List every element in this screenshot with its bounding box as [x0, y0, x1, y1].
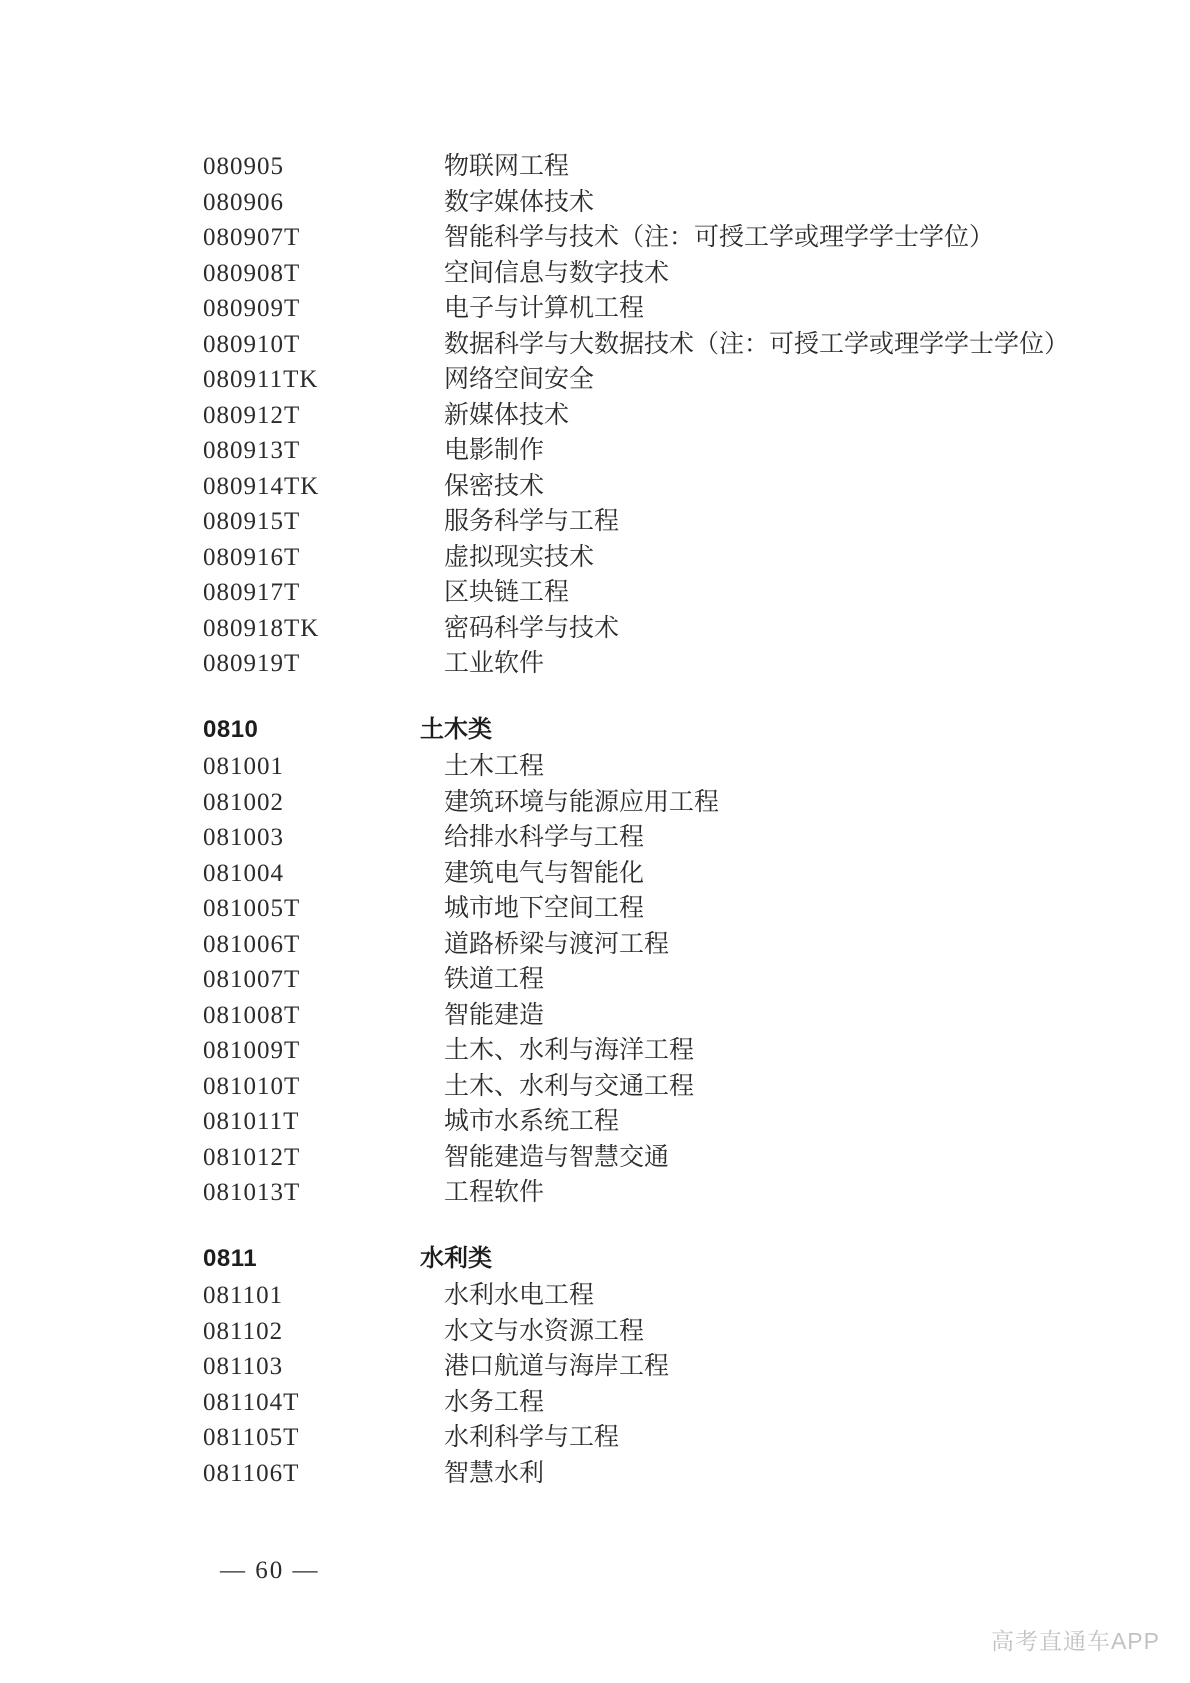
entry-name: 道路桥梁与渡河工程: [444, 930, 670, 958]
category-row: [0, 712, 1190, 748]
entry-row: [0, 1385, 1190, 1421]
entry-name: 智能建造与智慧交通: [444, 1143, 670, 1171]
entry-name: 物联网工程: [444, 153, 570, 180]
entry-name: 土木工程: [444, 753, 545, 780]
entry-code: 081006T: [203, 930, 301, 958]
category-row: [0, 1241, 1190, 1277]
entry-code: 080905: [203, 153, 284, 180]
entry-name: 水务工程: [444, 1388, 545, 1416]
entry-code: 081001: [203, 753, 284, 780]
entry-code: 081003: [203, 824, 284, 851]
entry-code: 080916T: [203, 543, 301, 571]
entry-row: [0, 927, 1190, 963]
entry-row: [0, 891, 1190, 927]
entry-code: 081007T: [203, 966, 301, 993]
entry-name: 数据科学与大数据技术（注：可授工学或理学学士学位）: [444, 330, 1070, 358]
entry-name: 土木、水利与交通工程: [444, 1072, 695, 1100]
entry-name: 服务科学与工程: [444, 508, 620, 535]
entry-row: [0, 185, 1190, 221]
entry-name: 给排水科学与工程: [444, 824, 645, 851]
catalog-section: [0, 1241, 1190, 1492]
entry-row: [0, 362, 1190, 398]
entry-row: [0, 220, 1190, 256]
entry-row: [0, 291, 1190, 327]
entry-row: [0, 398, 1190, 434]
entry-code: 080906: [203, 188, 284, 216]
entry-name: 新媒体技术: [444, 401, 570, 429]
entry-row: [0, 540, 1190, 576]
entry-row: [0, 1140, 1190, 1176]
entry-name: 建筑环境与能源应用工程: [444, 788, 720, 816]
entry-row: [0, 998, 1190, 1034]
entry-name: 空间信息与数字技术: [444, 259, 670, 287]
entry-name: 水利水电工程: [444, 1282, 595, 1309]
entry-row: [0, 327, 1190, 363]
entry-row: [0, 1033, 1190, 1069]
entry-row: [0, 1349, 1190, 1385]
entry-name: 电子与计算机工程: [444, 295, 645, 322]
entry-name: 水文与水资源工程: [444, 1317, 645, 1345]
entry-code: 081005T: [203, 895, 301, 922]
entry-row: [0, 856, 1190, 892]
entry-code: 080913T: [203, 437, 301, 464]
entry-code: 081105T: [203, 1424, 300, 1451]
entry-name: 密码科学与技术: [444, 614, 620, 642]
catalog-section: [0, 149, 1190, 682]
category-code: 0810: [203, 715, 259, 743]
entry-row: [0, 785, 1190, 821]
entry-code: 080918TK: [203, 614, 320, 642]
entry-row: [0, 469, 1190, 505]
entry-code: 081106T: [203, 1459, 300, 1487]
entry-name: 铁道工程: [444, 966, 545, 993]
page-number: — 60 —: [220, 1557, 320, 1584]
entry-name: 智慧水利: [444, 1459, 545, 1487]
entry-name: 智能建造: [444, 1001, 545, 1029]
entry-row: [0, 1278, 1190, 1314]
entry-row: [0, 820, 1190, 856]
category-name: 水利类: [420, 1244, 492, 1272]
entry-code: 081102: [203, 1317, 284, 1345]
entry-row: [0, 962, 1190, 998]
entry-code: 080911TK: [203, 366, 319, 393]
entry-code: 081009T: [203, 1037, 301, 1064]
entry-name: 工程软件: [444, 1179, 545, 1206]
entry-name: 数字媒体技术: [444, 188, 595, 216]
entry-row: [0, 611, 1190, 647]
entry-row: [0, 1314, 1190, 1350]
entry-code: 080915T: [203, 508, 301, 535]
entry-name: 建筑电气与智能化: [444, 859, 645, 887]
entry-row: [0, 575, 1190, 611]
entry-name: 区块链工程: [444, 579, 570, 606]
entry-code: 081004: [203, 859, 284, 887]
entry-name: 城市地下空间工程: [444, 895, 645, 922]
entry-row: [0, 256, 1190, 292]
entry-code: 081104T: [203, 1388, 300, 1416]
entry-code: 081103: [203, 1353, 284, 1380]
entry-row: [0, 1456, 1190, 1492]
entry-name: 网络空间安全: [444, 366, 595, 393]
entry-name: 虚拟现实技术: [444, 543, 595, 571]
entry-name: 城市水系统工程: [444, 1108, 620, 1135]
major-catalog: [0, 149, 1190, 1491]
entry-code: 081101: [203, 1282, 284, 1309]
entry-code: 080912T: [203, 401, 301, 429]
entry-name: 工业软件: [444, 650, 545, 677]
entry-code: 080910T: [203, 330, 301, 358]
entry-row: [0, 749, 1190, 785]
entry-code: 081013T: [203, 1179, 301, 1206]
entry-name: 土木、水利与海洋工程: [444, 1037, 695, 1064]
entry-name: 港口航道与海岸工程: [444, 1353, 670, 1380]
category-code: 0811: [203, 1244, 258, 1272]
entry-code: 080907T: [203, 224, 301, 251]
entry-code: 081011T: [203, 1108, 300, 1135]
entry-row: [0, 433, 1190, 469]
entry-name: 保密技术: [444, 472, 545, 500]
entry-code: 081012T: [203, 1143, 301, 1171]
entry-code: 081002: [203, 788, 284, 816]
entry-row: [0, 646, 1190, 682]
entry-row: [0, 1104, 1190, 1140]
entry-code: 081008T: [203, 1001, 301, 1029]
entry-row: [0, 1420, 1190, 1456]
entry-row: [0, 1175, 1190, 1211]
entry-code: 080909T: [203, 295, 301, 322]
entry-row: [0, 1069, 1190, 1105]
entry-name: 电影制作: [444, 437, 545, 464]
entry-code: 080917T: [203, 579, 301, 606]
app-watermark: 高考直通车APP: [990, 1628, 1160, 1654]
entry-code: 080919T: [203, 650, 301, 677]
entry-code: 081010T: [203, 1072, 301, 1100]
entry-row: [0, 504, 1190, 540]
entry-name: 水利科学与工程: [444, 1424, 620, 1451]
entry-code: 080914TK: [203, 472, 320, 500]
category-name: 土木类: [420, 715, 492, 743]
entry-code: 080908T: [203, 259, 301, 287]
catalog-section: [0, 712, 1190, 1211]
entry-name: 智能科学与技术（注：可授工学或理学学士学位）: [444, 224, 995, 251]
entry-row: [0, 149, 1190, 185]
